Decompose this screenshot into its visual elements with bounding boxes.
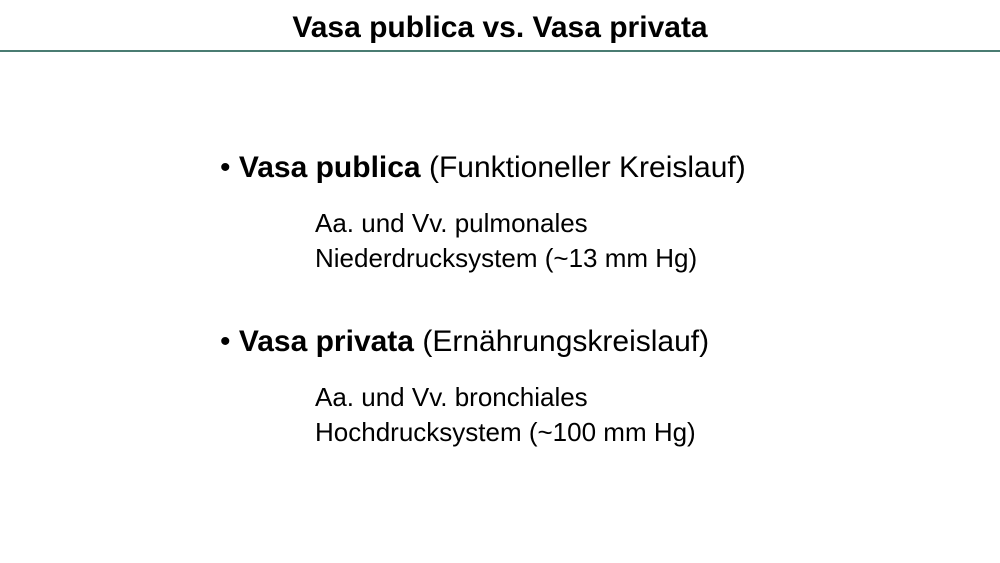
bullet-term: Vasa privata — [238, 325, 414, 358]
bullet-marker: • — [220, 325, 231, 358]
bullet-description: (Funktioneller Kreislauf) — [428, 151, 746, 184]
detail-block-vasa-privata — [315, 380, 696, 450]
bullet-description: (Ernährungskreislauf) — [422, 325, 710, 358]
detail-line: Niederdrucksystem (~13 mm Hg) — [315, 243, 698, 273]
detail-block-vasa-publica — [315, 206, 697, 276]
bullet-vasa-publica — [220, 151, 746, 185]
detail-line: Aa. und Vv. pulmonales — [315, 208, 588, 238]
bullet-vasa-privata — [220, 325, 709, 359]
slide-title: Vasa publica vs. Vasa privata — [292, 11, 708, 44]
bullet-term: Vasa publica — [238, 151, 421, 184]
detail-line: Aa. und Vv. bronchiales — [315, 382, 588, 412]
title-divider — [0, 50, 1000, 52]
bullet-marker: • — [220, 151, 231, 184]
detail-line: Hochdrucksystem (~100 mm Hg) — [315, 417, 696, 447]
